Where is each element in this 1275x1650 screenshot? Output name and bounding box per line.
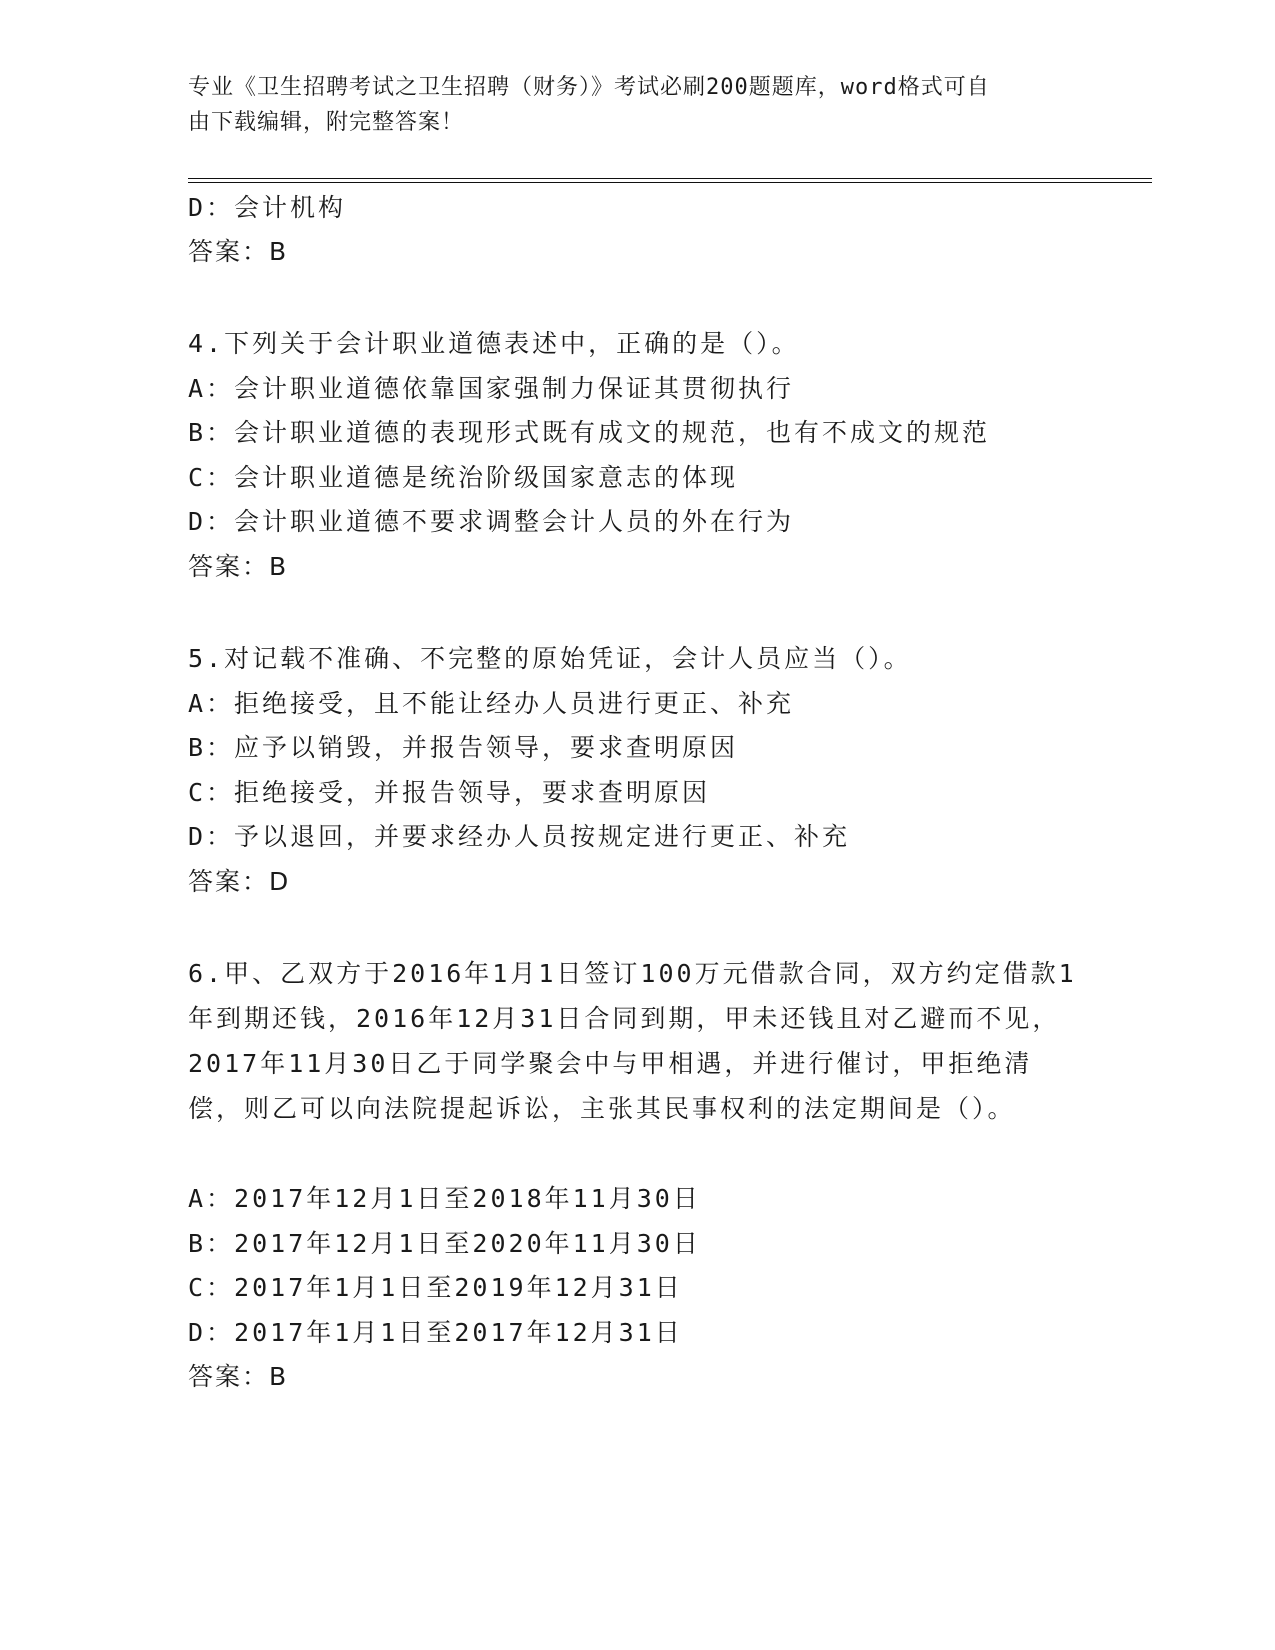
q5-option-b: B：应予以销毁，并报告领导，要求查明原因 xyxy=(188,733,739,762)
document-header xyxy=(188,70,1088,140)
q5-option-c: C：拒绝接受，并报告领导，要求查明原因 xyxy=(188,778,711,807)
q6-answer: 答案：B xyxy=(188,1362,289,1391)
q3-answer: 答案：B xyxy=(188,237,289,266)
q4-answer: 答案：B xyxy=(188,552,289,581)
q3-option-d: D：会计机构 xyxy=(188,193,347,222)
q5-option-d: D：予以退回，并要求经办人员按规定进行更正、补充 xyxy=(188,822,851,851)
header-divider-top xyxy=(188,178,1152,179)
header-line-1: 专业《卫生招聘考试之卫生招聘（财务）》考试必刷200题题库，word格式可自 xyxy=(188,75,990,100)
q6-option-c: C：2017年1月1日至2019年12月31日 xyxy=(188,1273,683,1302)
q5-answer: 答案：D xyxy=(188,867,291,896)
q4-option-a: A：会计职业道德依靠国家强制力保证其贯彻执行 xyxy=(188,374,795,403)
q4-option-c: C：会计职业道德是统治阶级国家意志的体现 xyxy=(188,463,739,492)
q5-option-a: A：拒绝接受，且不能让经办人员进行更正、补充 xyxy=(188,689,795,718)
header-divider-bottom xyxy=(188,182,1152,183)
q4-option-b: B：会计职业道德的表现形式既有成文的规范，也有不成文的规范 xyxy=(188,418,991,447)
q6-option-a: A：2017年12月1日至2018年11月30日 xyxy=(188,1184,701,1213)
q4-stem: 4.下列关于会计职业道德表述中，正确的是（）。 xyxy=(188,329,800,358)
q6-option-d: D：2017年1月1日至2017年12月31日 xyxy=(188,1318,683,1347)
q6-stem: 6.甲、乙双方于2016年1月1日签订100万元借款合同，双方约定借款1年到期还钱，2016年12月31日合同到期，甲未还钱且对乙避而不见，2017年11月30日乙于同学聚会中与甲相遇，并进行催讨，甲拒绝清偿，则乙可以向法院提起诉讼，主张其民事权利的法定期间是（）。 xyxy=(188,959,1077,1123)
q4-option-d: D：会计职业道德不要求调整会计人员的外在行为 xyxy=(188,507,795,536)
q5-stem: 5.对记载不准确、不完整的原始凭证，会计人员应当（）。 xyxy=(188,644,912,673)
q6-option-b: B：2017年12月1日至2020年11月30日 xyxy=(188,1229,701,1258)
header-line-2: 由下载编辑，附完整答案！ xyxy=(188,110,465,135)
